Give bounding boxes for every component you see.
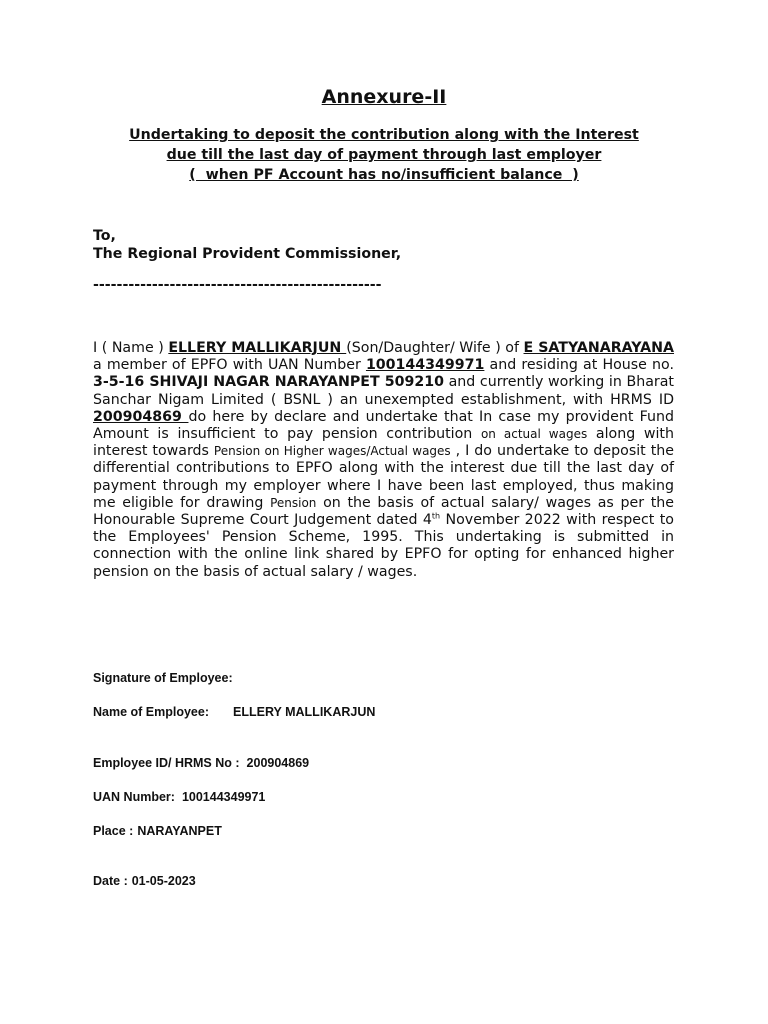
place-value: NARAYANPET xyxy=(137,824,222,838)
body-text: a member of EPFO with UAN Number xyxy=(93,357,366,374)
body-small-text: Pension on Higher wages/Actual wages xyxy=(213,444,451,459)
uan-label: UAN Number: xyxy=(93,790,175,804)
body-text: and currently working in Bharat Sanchar Nigam Limited ( BSNL ) an unexempted establishment, with HRMS ID xyxy=(93,374,674,408)
body-text: along with interest towards xyxy=(93,426,674,460)
undertaking-paragraph xyxy=(93,340,674,581)
addressee: The Regional Provident Commissioner, xyxy=(93,246,402,262)
employee-name-value: ELLERY MALLIKARJUN xyxy=(233,705,376,719)
employee-name: ELLERY MALLIKARJUN xyxy=(168,340,347,356)
date-line xyxy=(93,874,196,888)
hrms-id: 200904869 xyxy=(93,408,189,425)
place-label: Place : xyxy=(93,824,134,838)
date-value: 01-05-2023 xyxy=(131,874,196,888)
body-small-text: Pension xyxy=(270,495,317,510)
body-text: on the basis of actual salary/ wages as per the Honourable Supreme Court Judgement dated 4 xyxy=(93,494,674,529)
ordinal-suffix: th xyxy=(431,511,441,521)
father-name: E SATYANARAYANA xyxy=(523,340,675,356)
signature-label: Signature of Employee: xyxy=(93,671,233,685)
signature-line xyxy=(93,671,233,685)
document-title: Annexure-II xyxy=(321,86,447,108)
body-small-text: on actual wages xyxy=(480,427,588,442)
employee-name-line xyxy=(93,705,375,719)
uan-number: 100144349971 xyxy=(365,357,485,374)
place-line xyxy=(93,824,222,838)
body-text: November 2022 with respect to the Employees' Pension Scheme, 1995. This undertaking is submitted in connection with the online link shared by EPFO for opting for enhanced higher pension on the basis of actual salary / wages. xyxy=(93,512,674,580)
subtitle-line-2: due till the last day of payment through last employer xyxy=(166,147,602,163)
body-text: I ( Name ) xyxy=(93,340,169,356)
uan-value: 100144349971 xyxy=(181,790,266,804)
date-label: Date : xyxy=(93,874,128,888)
salutation-to: To, xyxy=(93,228,116,244)
residence-address: 3-5-16 SHIVAJI NAGAR NARAYANPET 509210 xyxy=(93,374,444,391)
body-text: , I do undertake to deposit the differential contributions to EPFO along with the interest due till the last day of payment through my employer where I have been last employed, thus making me eligible for drawing xyxy=(93,443,674,511)
employee-id-label: Employee ID/ HRMS No : xyxy=(93,756,240,770)
address-line-dashes: ------------------------------------------------- xyxy=(93,277,382,293)
subtitle-line-1: Undertaking to deposit the contribution along with the Interest xyxy=(129,127,639,143)
employee-id-value: 200904869 xyxy=(246,756,310,770)
body-text: do here by declare and undertake that In case my provident Fund Amount is insufficient to pay pension contribution xyxy=(93,408,674,443)
subtitle-line-3: ( when PF Account has no/insufficient balance ) xyxy=(189,167,579,183)
body-text: and residing at House no. xyxy=(484,357,674,374)
employee-name-label: Name of Employee: xyxy=(93,705,210,719)
employee-id-line xyxy=(93,756,309,770)
body-text: (Son/Daughter/ Wife ) of xyxy=(346,340,524,356)
document-subtitle xyxy=(0,125,768,185)
uan-line xyxy=(93,790,265,804)
